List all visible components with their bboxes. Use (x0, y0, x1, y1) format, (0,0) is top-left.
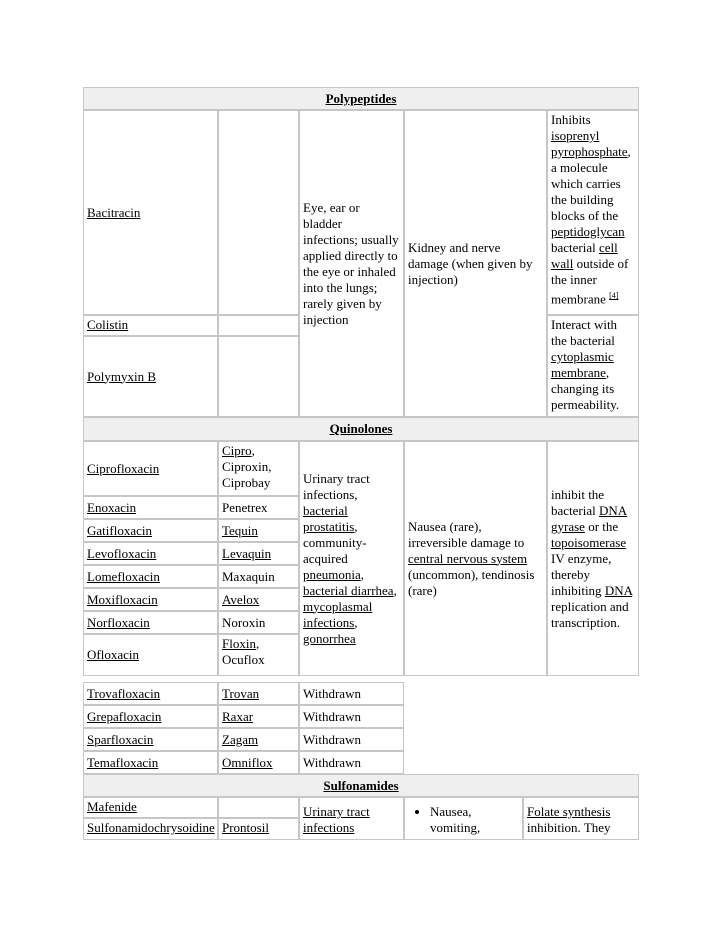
brand-link[interactable]: Prontosil (222, 820, 269, 835)
drug-link[interactable]: Grepafloxacin (87, 708, 162, 724)
drug-name-cell (83, 315, 218, 336)
drug-link[interactable]: Temafloxacin (87, 754, 159, 770)
uses-link[interactable]: bacterial prostatitis (303, 502, 355, 534)
drug-link[interactable]: Trovafloxacin (87, 685, 161, 701)
drug-link[interactable]: Lomefloxacin (87, 568, 160, 584)
side-effects-cell (404, 797, 523, 840)
brand-cell (218, 818, 299, 840)
brand-link[interactable]: Cipro (222, 443, 252, 458)
list-item: • Nausea, vomiting, (430, 804, 519, 836)
brand-link[interactable]: Raxar (222, 708, 254, 724)
drug-link[interactable]: Moxifloxacin (87, 591, 158, 607)
brand-link[interactable]: Avelox (222, 591, 260, 607)
mechanism-link[interactable]: DNA gyrase (551, 502, 628, 534)
section-header-quinolones: Quinolones (83, 417, 639, 441)
side-effects-cell: Kidney and nerve damage (when given by injection) (404, 110, 547, 417)
drug-link[interactable]: Ofloxacin (87, 647, 139, 662)
drug-name-cell (83, 519, 218, 542)
section-header-polypeptides: Polypeptides (83, 87, 639, 110)
mechanism-cell: Interact with the bacterial cytoplasmic membrane, changing its permeability. (547, 315, 639, 417)
section-header-sulfonamides: Sulfonamides (83, 774, 639, 797)
brand-cell (218, 797, 299, 818)
mechanism-cell: inhibit the bacterial DNA gyrase or the topoisomerase IV enzyme, thereby inhibiting DNA replication and transcription. (547, 441, 639, 676)
mechanism-link[interactable]: isoprenyl pyrophosphate (551, 128, 628, 159)
brand-cell (218, 336, 299, 417)
brand-cell: Penetrex (218, 496, 299, 519)
status-cell: Withdrawn (299, 705, 404, 728)
brand-cell (218, 705, 299, 728)
status-cell: Withdrawn (299, 751, 404, 774)
brand-link[interactable]: Omniflox (222, 754, 273, 770)
uses-link[interactable]: mycoplasmal infections (303, 598, 373, 630)
drug-name-cell (83, 588, 218, 611)
drug-link[interactable]: Sulfonamidochrysoidine (87, 820, 215, 835)
brand-cell: Maxaquin (218, 565, 299, 588)
brand-link[interactable]: Levaquin (222, 545, 272, 561)
brand-cell (218, 542, 299, 565)
brand-cell: Cipro, Ciproxin, Ciprobay (218, 441, 299, 496)
drug-name-cell (83, 751, 218, 774)
status-cell: Withdrawn (299, 728, 404, 751)
mechanism-link[interactable]: Folate synthesis (527, 804, 611, 819)
mechanism-cell: Folate synthesis inhibition. They (523, 797, 639, 840)
drug-name-cell (83, 336, 218, 417)
drug-link[interactable]: Levofloxacin (87, 545, 157, 561)
brand-link[interactable]: Floxin (222, 636, 256, 651)
drug-link[interactable]: Polymyxin B (87, 368, 156, 384)
drug-name-cell (83, 728, 218, 751)
uses-link[interactable]: pneumonia (303, 566, 361, 582)
drug-link[interactable]: Gatifloxacin (87, 522, 152, 538)
drug-name-cell (83, 818, 218, 840)
brand-cell (218, 728, 299, 751)
drug-name-cell (83, 634, 218, 676)
uses-link[interactable]: gonorrhea (303, 630, 356, 646)
drug-name-cell (83, 110, 218, 315)
drug-link[interactable]: Sparfloxacin (87, 731, 154, 747)
mechanism-cell: Inhibits isoprenyl pyrophosphate, a molecule which carries the building blocks of the peptidoglycan bacterial cell wall outside of the inner membrane [4] (547, 110, 639, 315)
brand-link[interactable]: Tequin (222, 522, 258, 538)
mechanism-link[interactable]: peptidoglycan (551, 224, 625, 239)
drug-link[interactable]: Bacitracin (87, 204, 141, 220)
drug-name-cell (83, 441, 218, 496)
drug-name-cell (83, 705, 218, 728)
uses-cell (299, 797, 404, 840)
mechanism-link[interactable]: topoisomerase (551, 534, 627, 550)
drug-link[interactable]: Mafenide (87, 799, 137, 814)
drug-name-cell (83, 797, 218, 818)
brand-cell: Floxin, Ocuflox (218, 634, 299, 676)
brand-cell (218, 315, 299, 336)
brand-link[interactable]: Trovan (222, 685, 260, 701)
drug-link[interactable]: Colistin (87, 317, 129, 332)
brand-cell (218, 588, 299, 611)
drug-link[interactable]: Ciprofloxacin (87, 460, 160, 476)
uses-cell: Urinary tract infections, bacterial prostatitis, community-acquired pneumonia, bacterial diarrhea, mycoplasmal infections, gonorrhea (299, 441, 404, 676)
brand-cell (218, 519, 299, 542)
drug-name-cell (83, 496, 218, 519)
drug-name-cell (83, 565, 218, 588)
reference-link[interactable]: [4] (609, 291, 619, 300)
brand-link[interactable]: Zagam (222, 731, 259, 747)
drug-link[interactable]: Norfloxacin (87, 614, 150, 630)
side-effects-cell: Nausea (rare), irreversible damage to central nervous system (uncommon), tendinosis (rare) (404, 441, 547, 676)
uses-link[interactable]: bacterial diarrhea (303, 582, 394, 598)
uses-link[interactable]: Urinary tract infections (303, 804, 370, 835)
brand-cell: Noroxin (218, 611, 299, 634)
drug-name-cell (83, 611, 218, 634)
uses-cell: Eye, ear or bladder infections; usually applied directly to the eye or inhaled into the lungs; rarely given by injection (299, 110, 404, 417)
side-effects-list (408, 804, 519, 836)
brand-cell (218, 110, 299, 315)
drug-name-cell (83, 542, 218, 565)
side-effects-link[interactable]: central nervous system (408, 550, 528, 566)
status-cell: Withdrawn (299, 682, 404, 705)
mechanism-link[interactable]: cytoplasmic membrane (551, 349, 614, 380)
drug-link[interactable]: Enoxacin (87, 499, 137, 515)
brand-cell (218, 751, 299, 774)
brand-cell (218, 682, 299, 705)
drug-name-cell (83, 682, 218, 705)
mechanism-link[interactable]: DNA (604, 582, 633, 598)
mechanism-link[interactable]: cell wall (551, 240, 618, 271)
